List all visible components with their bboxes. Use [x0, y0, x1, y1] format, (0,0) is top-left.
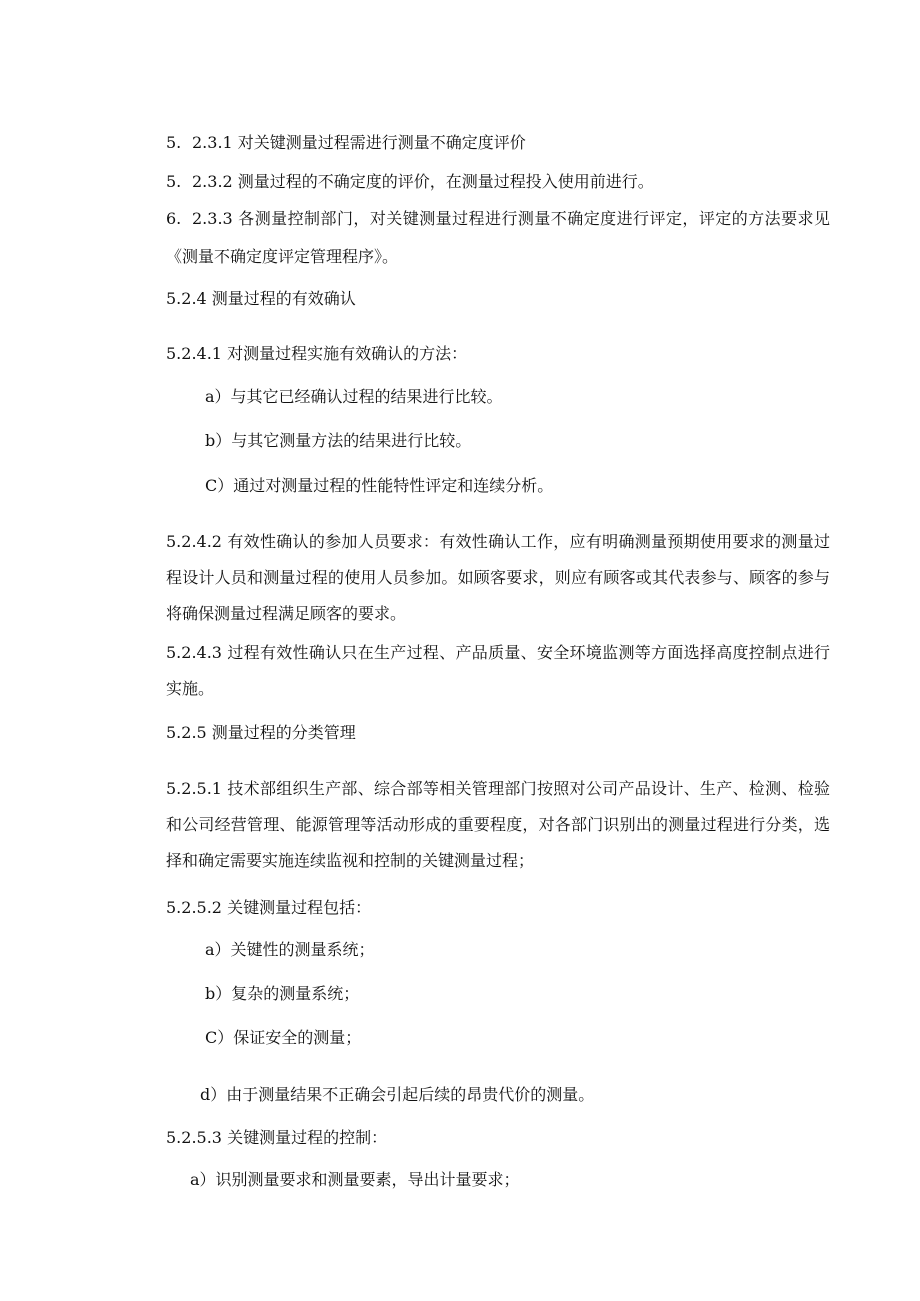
list-item-c: C）通过对测量过程的性能特性评定和连续分析。 [205, 476, 554, 495]
list-item-a: a）与其它已经确认过程的结果进行比较。 [205, 387, 503, 406]
item-2-3-3 [166, 200, 830, 276]
list-item-c: C）保证安全的测量； [205, 1028, 362, 1047]
list-item-d: d）由于测量结果不正确会引起后续的昂贵代价的测量。 [200, 1085, 595, 1104]
item-2-3-1 [166, 131, 526, 155]
item-text: 2.3.2 测量过程的不确定度的评价，在测量过程投入使用前进行。 [192, 172, 654, 191]
list-item-a: a）关键性的测量系统； [205, 940, 375, 959]
list-item-b: b）与其它测量方法的结果进行比较。 [205, 431, 472, 450]
list-item-b: b）复杂的测量系统； [205, 984, 360, 1003]
paragraph-5-2-4-3: 5.2.4.3 过程有效性确认只在生产过程、产品质量、安全环境监测等方面选择高度控制点进行实施。 [166, 643, 830, 698]
section-heading-5-2-5: 5.2.5 测量过程的分类管理 [166, 723, 356, 742]
item-text: 2.3.1 对关键测量过程需进行测量不确定度评价 [192, 133, 526, 152]
section-heading-5-2-4: 5.2.4 测量过程的有效确认 [166, 289, 356, 308]
paragraph-5-2-5-3: 5.2.5.3 关键测量过程的控制： [166, 1128, 388, 1147]
paragraph-5-2-5-1: 5.2.5.1 技术部组织生产部、综合部等相关管理部门按照对公司产品设计、生产、检测、检验和公司经营管理、能源管理等活动形成的重要程度，对各部门识别出的测量过程进行分类，选择和确定需要实施连续监视和控制的关键测量过程； [166, 779, 830, 870]
paragraph-5-2-4-2: 5.2.4.2 有效性确认的参加人员要求：有效性确认工作，应有明确测量预期使用要求的测量过程设计人员和测量过程的使用人员参加。如顾客要求，则应有顾客或其代表参与、顾客的参与将确保测量过程满足顾客的要求。 [166, 532, 830, 623]
item-number: 5. [166, 133, 182, 152]
paragraph-5-2-4-1: 5.2.4.1 对测量过程实施有效确认的方法： [166, 344, 468, 363]
item-number: 6. [166, 209, 182, 228]
item-text: 2.3.3 各测量控制部门，对关键测量过程进行测量不确定度进行评定，评定的方法要求见《测量不确定度评定管理程序》。 [166, 209, 830, 266]
list-item-a: a）识别测量要求和测量要素，导出计量要求； [190, 1170, 520, 1189]
item-number: 5. [166, 172, 182, 191]
item-2-3-2 [166, 170, 654, 194]
paragraph-5-2-5-2: 5.2.5.2 关键测量过程包括： [166, 898, 372, 917]
